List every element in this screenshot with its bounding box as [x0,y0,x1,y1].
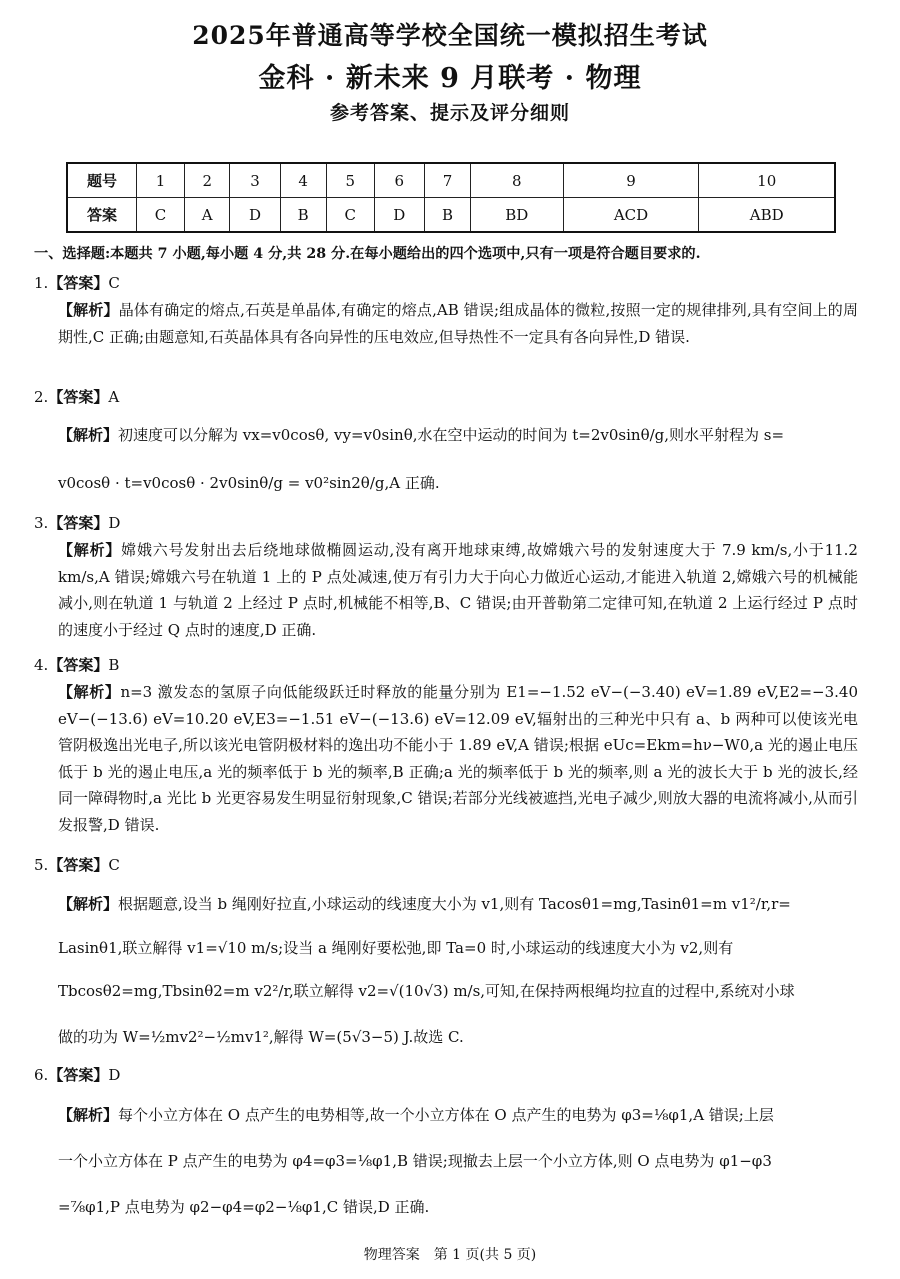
table-cell: 6 [374,163,424,198]
explanation-line [58,1104,858,1125]
explanation-line: Tbcosθ2=mg,Tbsinθ2=m v2²/r,联立解得 v2=√(10√3) m/s,可知,在保持两根绳均拉直的过程中,系统对小球 [58,982,795,1000]
explanation-line [58,424,858,445]
answer-row [67,198,835,233]
answer-tag: 【答案】 [48,856,109,874]
explanation-line: v0cosθ · t=v0cosθ · 2v0sinθ/g = v0²sin2θ/g,A 正确. [58,474,440,492]
question-5-answer [34,854,120,875]
exam-subtitle: 金科 · 新未来 9 月联考 · 物理 [258,63,642,94]
question-2-answer [34,386,119,407]
question-6-answer [34,1064,120,1085]
question-number: 1. [34,274,49,292]
question-3-answer [34,512,120,533]
table-cell: 7 [424,163,470,198]
answer-tag: 【答案】 [48,388,109,406]
row-label-number: 题号 [67,163,137,198]
table-cell: 9 [563,163,699,198]
question-number: 4. [34,656,49,674]
explanation-line: Lasinθ1,联立解得 v1=√10 m/s;设当 a 绳刚好要松弛,即 Ta=0 时,小球运动的线速度大小为 v2,则有 [58,939,734,957]
explanation-line [58,893,858,914]
table-cell: 10 [699,163,835,198]
explain-tag: 【解析】 [58,301,119,319]
table-cell: ABD [699,198,835,233]
answer-tag: 【答案】 [48,1066,109,1084]
explain-tag: 【解析】 [58,541,122,559]
table-cell: 2 [184,163,230,198]
table-cell: C [326,198,374,233]
explanation-text: 嫦娥六号发射出去后绕地球做椭圆运动,没有离开地球束缚,故嫦娥六号的发射速度大于 7.9 km/s,小于11.2 km/s,A 错误;嫦娥六号在轨道 1 上的 P 点处减速,使万有引力大于向心力做近心运动,才能进入轨道 2,嫦娥六号的机械能减小,则在轨道 1 与轨道 2 上经过 P 点时,机械能不相等,B、C 错误;由开普勒第二定律可知,在轨道 2 上运行经过 P 点时的速度小于经过 Q 点时的速度,D 正确. [58,541,858,639]
question-number: 6. [34,1066,49,1084]
explain-tag: 【解析】 [58,683,121,701]
answer-table [66,162,836,233]
explanation-text: 每个小立方体在 O 点产生的电势相等,故一个小立方体在 O 点产生的电势为 φ3=⅛φ1,A 错误;上层 [118,1106,774,1124]
answer-tag: 【答案】 [48,274,109,292]
explanation-text: 晶体有确定的熔点,石英是单晶体,有确定的熔点,AB 错误;组成晶体的微粒,按照一定的规律排列,具有空间上的周期性,C 正确;由题意知,石英晶体具有各向异性的压电效应,但导热性不一定具有各向异性,D 错误. [58,301,858,346]
explanation-text: n=3 激发态的氢原子向低能级跃迁时释放的能量分别为 E1=−1.52 eV−(−3.40) eV=1.89 eV,E2=−3.40 eV−(−13.6) eV=10.20 eV,E3=−1.51 eV−(−13.6) eV=12.09 eV,辐射出的三种光中只有 a、b 两种可以使该光电管阴极逸出光电子,所以该光电管阴极材料的逸出功不能小于 1.89 eV,A 错误;根据 eUc=Ekm=hν−W0,a 光的遏止电压低于 b 光的遏止电压,a 光的频率低于 b 光的频率,B 正确;a 光的频率低于 b 光的频率,则 a 光的波长大于 b 光的波长,经同一障碍物时,a 光比 b 光更容易发生明显衍射现象,C 错误;若部分光线被遮挡,光电子减少,则放大器的电流将减小,从而引发报警,D 错误. [58,683,858,834]
question-1-explanation [58,297,858,350]
answer-value: B [108,656,120,674]
answer-value: A [108,388,120,406]
answer-value: D [108,1066,121,1084]
table-cell: 1 [137,163,185,198]
answer-tag: 【答案】 [48,514,109,532]
question-4-explanation [58,679,858,838]
question-number: 3. [34,514,49,532]
explanation-line: =⅞φ1,P 点电势为 φ2−φ4=φ2−⅛φ1,C 错误,D 正确. [58,1198,430,1216]
table-cell: B [280,198,326,233]
question-4-answer [34,654,119,675]
explanation-text: 根据题意,设当 b 绳刚好拉直,小球运动的线速度大小为 v1,则有 Tacosθ1=mg,Tasinθ1=m v1²/r,r= [118,895,791,913]
table-cell: C [137,198,185,233]
explain-tag: 【解析】 [58,895,119,913]
question-3-explanation [58,537,858,643]
table-cell: 5 [326,163,374,198]
table-cell: BD [471,198,563,233]
answer-value: D [108,514,121,532]
table-cell: 3 [230,163,280,198]
explain-tag: 【解析】 [58,1106,119,1124]
question-1-answer [34,272,120,293]
table-cell: D [374,198,424,233]
answer-value: C [108,856,120,874]
table-cell: D [230,198,280,233]
explain-tag: 【解析】 [58,426,119,444]
table-cell: 4 [280,163,326,198]
explanation-line: 做的功为 W=½mv2²−½mv1²,解得 W=(5√3−5) J.故选 C. [58,1028,464,1046]
table-cell: ACD [563,198,699,233]
answer-value: C [108,274,120,292]
question-number: 5. [34,856,49,874]
question-number-row [67,163,835,198]
page-footer: 物理答案 第 1 页(共 5 页) [363,1247,537,1263]
section-heading: 一、选择题:本题共 7 小题,每小题 4 分,共 28 分.在每小题给出的四个选项中,只有一项是符合题目要求的. [34,246,701,262]
exam-title: 2025年普通高等学校全国统一模拟招生考试 [192,21,708,50]
question-number: 2. [34,388,49,406]
answer-key-title: 参考答案、提示及评分细则 [329,102,570,124]
answer-tag: 【答案】 [48,656,109,674]
table-cell: B [424,198,470,233]
table-cell: 8 [471,163,563,198]
table-cell: A [184,198,230,233]
explanation-text: 初速度可以分解为 vx=v0cosθ, vy=v0sinθ,水在空中运动的时间为 t=2v0sinθ/g,则水平射程为 s= [118,426,785,444]
row-label-answer: 答案 [67,198,137,233]
explanation-line: 一个小立方体在 P 点产生的电势为 φ4=φ3=⅛φ1,B 错误;现撤去上层一个小立方体,则 O 点电势为 φ1−φ3 [58,1152,772,1170]
